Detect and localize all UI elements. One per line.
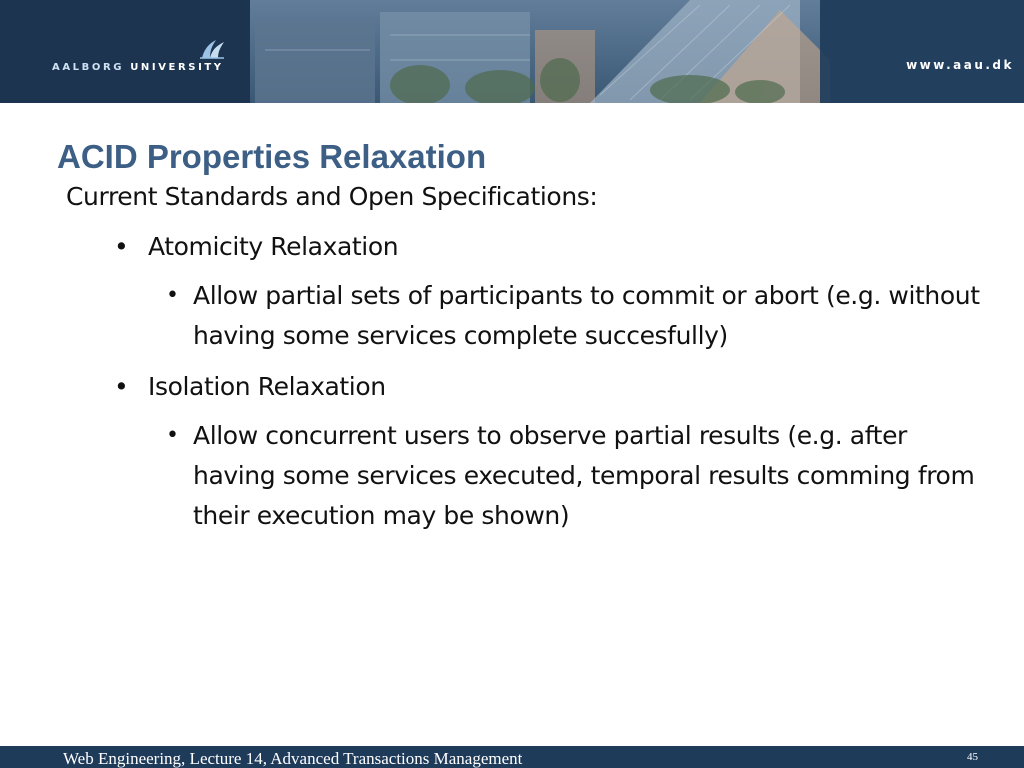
sub-bullet-text: Allow concurrent users to observe partial results (e.g. after having some services executed, temporal results comming from their execution may be shown)	[193, 421, 975, 530]
website-url: www.aau.dk	[906, 58, 1014, 72]
bullet-label: Atomicity Relaxation	[148, 232, 399, 261]
footer-text: Web Engineering, Lecture 14, Advanced Transactions Management	[63, 749, 523, 768]
sub-bullet-isolation	[66, 416, 996, 536]
university-emblem-icon	[198, 38, 226, 60]
bullet-marker: •	[166, 283, 179, 308]
bullet-label: Isolation Relaxation	[148, 372, 386, 401]
page-number: 45	[967, 751, 978, 763]
bullet-marker: •	[114, 232, 129, 261]
intro-text: Current Standards and Open Specifications:	[66, 182, 598, 211]
bullet-atomicity	[66, 228, 996, 266]
university-name: AALBORG UNIVERSITY	[52, 62, 224, 73]
bullet-isolation	[66, 368, 996, 406]
header-banner	[0, 0, 1024, 103]
bullet-marker: •	[166, 423, 179, 448]
bullet-marker: •	[114, 372, 129, 401]
sub-bullet-text: Allow partial sets of participants to commit or abort (e.g. without having some services complete succesfully)	[193, 281, 980, 350]
university-logo	[52, 38, 242, 78]
slide-title: ACID Properties Relaxation	[57, 138, 487, 175]
sub-bullet-atomicity	[66, 276, 996, 356]
slide-body	[66, 178, 996, 536]
footer-bar	[0, 746, 1024, 768]
